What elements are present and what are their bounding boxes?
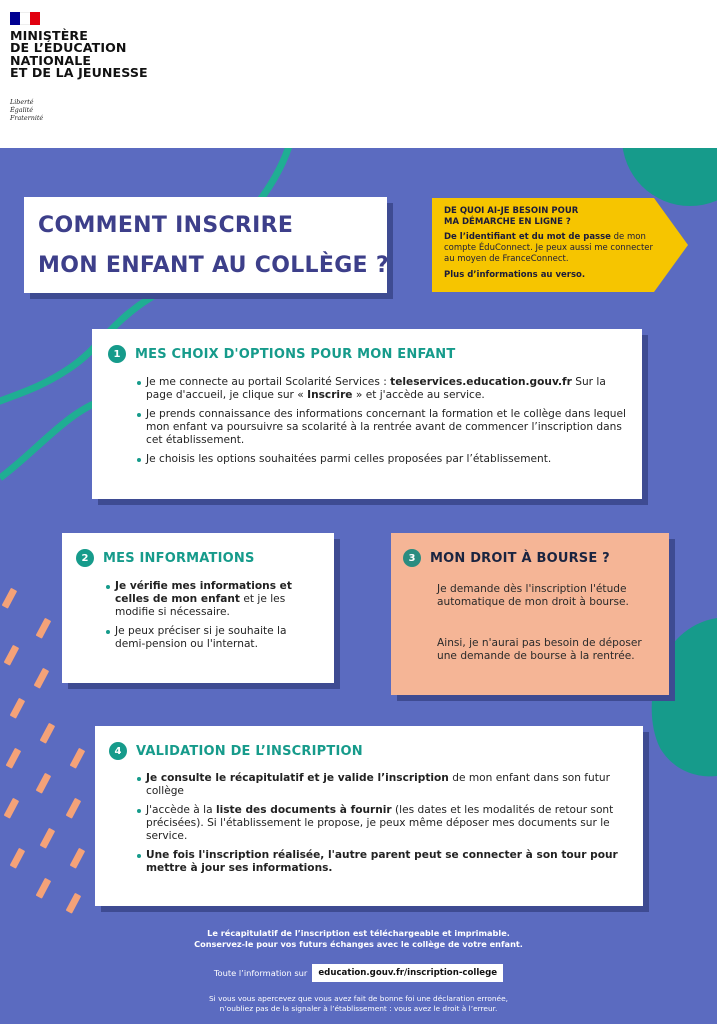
list-item: Je choisis les options souhaitées parmi celles proposées par l’établissement. — [137, 453, 632, 466]
inscription-link[interactable]: education.gouv.fr/inscription-college — [312, 964, 503, 982]
step-4-card — [95, 726, 643, 906]
callout-heading-2: MA DÉMARCHE EN LIGNE ? — [444, 217, 571, 227]
step-2-title: MES INFORMATIONS — [103, 550, 255, 566]
list-item: Je prends connaissance des informations concernant la formation et le collège dans lequel mon enfant va poursuivre sa scolarité à la rentrée avant de commencer l’inscription dans cet établissement. — [137, 408, 632, 447]
list-item: Je consulte le récapitulatif et je valide l’inscription de mon enfant dans son futur collège — [137, 772, 627, 798]
step-4-title: VALIDATION DE L’INSCRIPTION — [136, 743, 363, 759]
ministry-header — [0, 0, 717, 148]
list-item: Je peux préciser si je souhaite la demi-pension ou l'internat. — [106, 625, 316, 651]
step-number-badge: 4 — [109, 742, 127, 760]
footer-note-1: Si vous vous apercevez que vous avez fait de bonne foi une déclaration erronée, — [208, 994, 508, 1003]
list-item: Je vérifie mes informations et celles de mon enfant et je les modifie si nécessaire. — [106, 580, 316, 619]
requirements-callout — [432, 198, 688, 292]
page-title-line1: COMMENT INSCRIRE — [38, 213, 294, 238]
footer-line-2: Conservez-le pour vos futurs échanges avec le collège de votre enfant. — [194, 939, 523, 949]
step-1-card — [92, 329, 642, 499]
french-flag-icon — [10, 12, 40, 25]
step-3-paragraph-2: Ainsi, je n'aurai pas besoin de déposer une demande de bourse à la rentrée. — [437, 637, 642, 662]
list-item: Je me connecte au portail Scolarité Services : teleservices.education.gouv.fr Sur la page d'accueil, je clique sur « Inscrire » et j'accède au service. — [137, 376, 632, 402]
callout-heading: DE QUOI AI-JE BESOIN POUR — [444, 206, 579, 216]
title-card — [24, 197, 387, 293]
callout-more-info: Plus d’informations au verso. — [444, 270, 586, 280]
step-3-card — [391, 533, 669, 695]
footer-info-label: Toute l’information sur — [213, 968, 308, 978]
page-title-line2: MON ENFANT AU COLLÈGE ? — [38, 253, 389, 278]
step-1-list — [137, 376, 632, 472]
footer — [0, 928, 717, 1013]
step-2-card — [62, 533, 334, 683]
callout-text: De l’identifiant et du mot de passe de mon compte ÉduConnect. Je peux aussi me connecter au moyen de FranceConnect. — [444, 232, 654, 264]
step-number-badge: 3 — [403, 549, 421, 567]
republic-motto: Liberté Égalité Fraternité — [10, 98, 44, 122]
footer-line-1: Le récapitulatif de l’inscription est téléchargeable et imprimable. — [207, 928, 510, 938]
step-number-badge: 1 — [108, 345, 126, 363]
footer-note-2: n’oubliez pas de la signaler à l’établissement : vous avez le droit à l’erreur. — [219, 1003, 498, 1013]
poster — [0, 148, 717, 1024]
step-1-title: MES CHOIX D'OPTIONS POUR MON ENFANT — [135, 346, 456, 362]
list-item: J'accède à la liste des documents à fournir (les dates et les modalités de retour sont précisées). Si l'établissement le propose, je peux même déposer mes documents sur le service. — [137, 804, 627, 843]
list-item: Une fois l'inscription réalisée, l'autre parent peut se connecter à son tour pour mettre à jour ses informations. — [137, 849, 627, 875]
step-2-list — [106, 580, 316, 657]
step-4-list — [137, 772, 627, 881]
step-3-paragraph-1: Je demande dès l'inscription l'étude automatique de mon droit à bourse. — [437, 583, 629, 608]
step-number-badge: 2 — [76, 549, 94, 567]
ministry-name: MINISTÈRE DE L’ÉDUCATION NATIONALE ET DE LA JEUNESSE — [10, 28, 148, 81]
step-3-title: MON DROIT À BOURSE ? — [430, 550, 610, 566]
